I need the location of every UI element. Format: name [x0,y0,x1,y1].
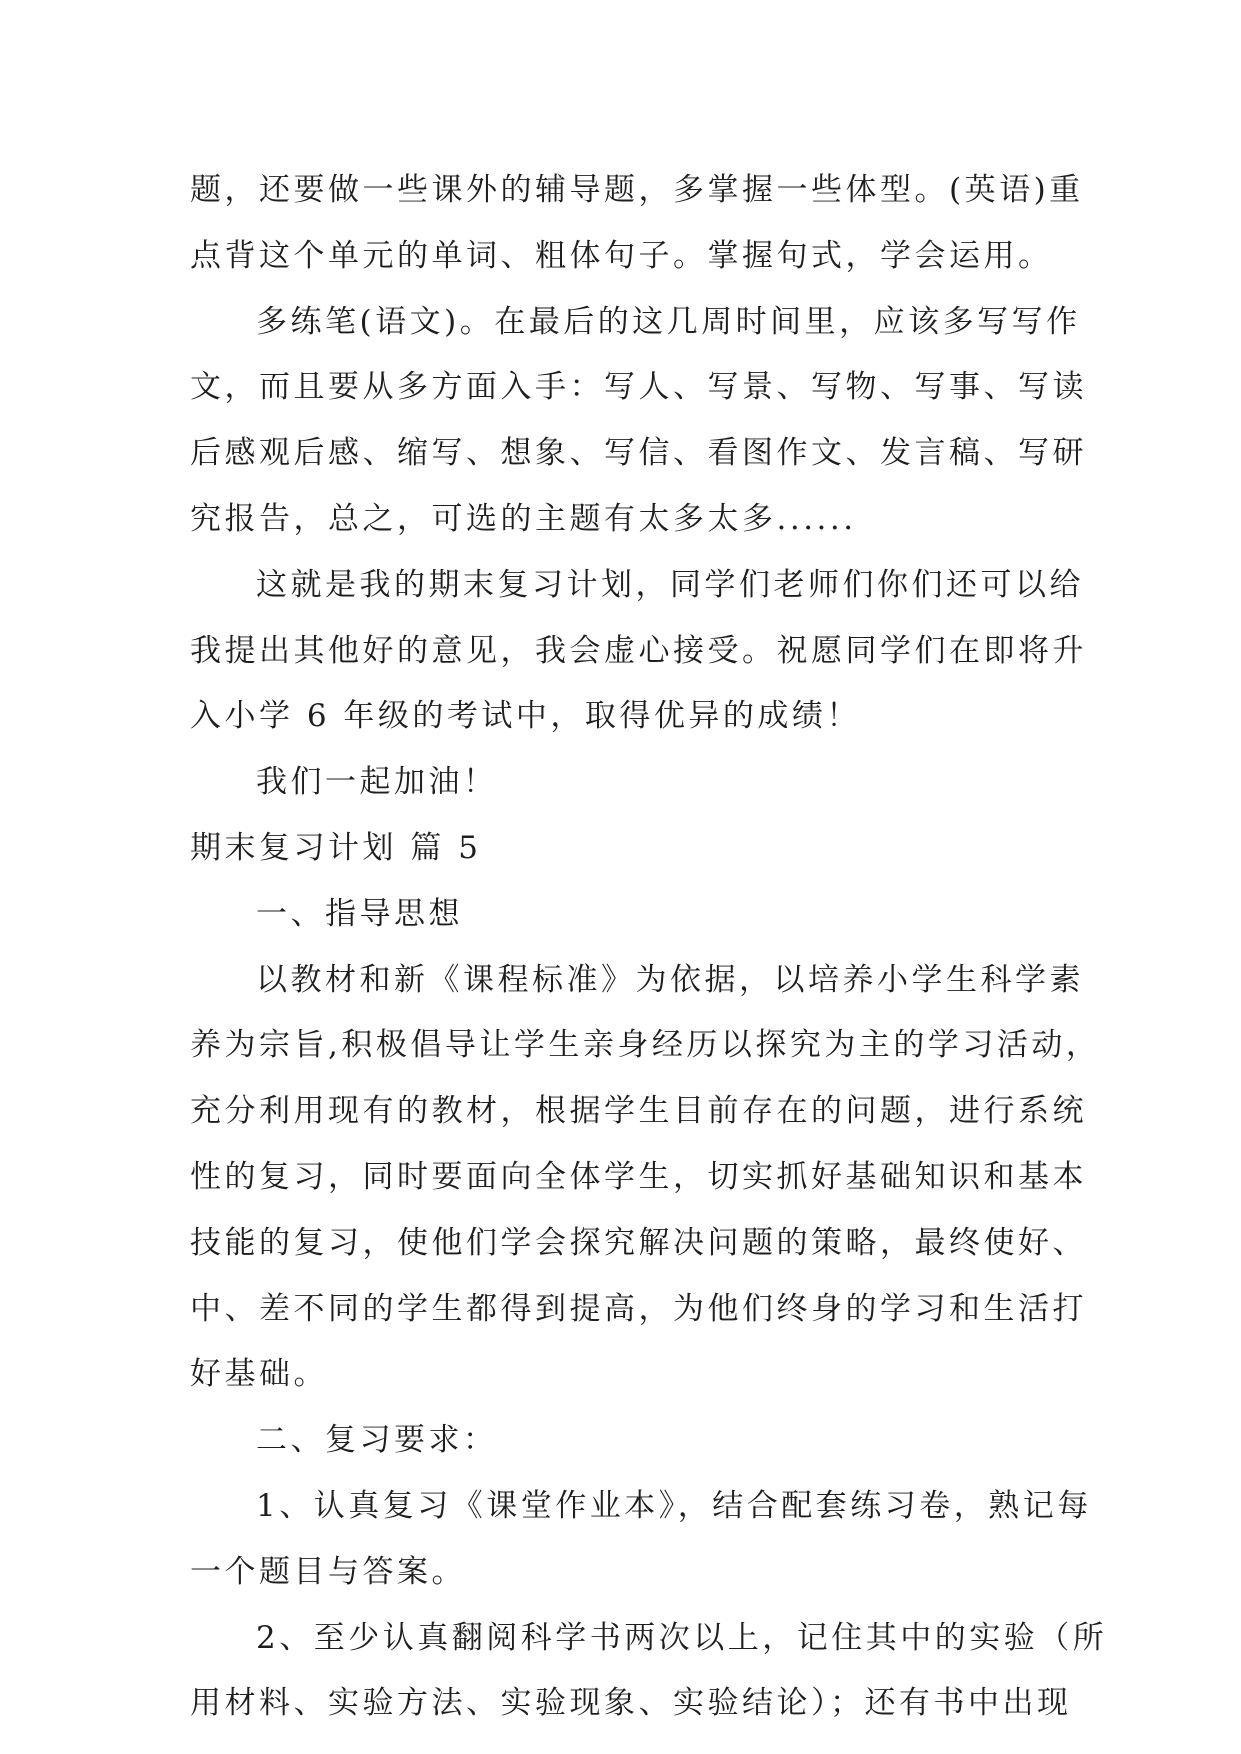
text-line: 1、认真复习《课堂作业本》，结合配套练习卷，熟记每 [256,1487,1092,1524]
text-line: 好基础。 [190,1356,328,1393]
text-line: 后感观后感、缩写、想象、写信、看图作文、发言稿、写研 [190,435,1087,472]
text-line: 多练笔(语文)。在最后的这几周时间里，应该多写写作 [256,303,1081,340]
text-line: 养为宗旨,积极倡导让学生亲身经历以探究为主的学习活动， [190,1027,1101,1064]
text-line: 究报告，总之，可选的主题有太多太多...... [190,500,857,537]
text-line: 一个题目与答案。 [190,1553,466,1590]
text-line: 期末复习计划 篇 5 [190,829,482,866]
text-line: 性的复习，同时要面向全体学生，切实抓好基础知识和基本 [190,1158,1087,1195]
text-line: 二、复习要求： [256,1422,498,1459]
text-line: 用材料、实验方法、实验现象、实验结论）；还有书中出现 [190,1685,1072,1722]
text-line: 这就是我的期末复习计划，同学们老师们你们还可以给 [256,566,1084,603]
text-line: 我提出其他好的意见，我会虚心接受。祝愿同学们在即将升 [190,632,1087,669]
text-line: 充分利用现有的教材，根据学生目前存在的问题，进行系统 [190,1093,1087,1130]
text-line: 以教材和新《课程标准》为依据，以培养小学生科学素 [256,961,1084,998]
text-line: 文，而且要从多方面入手：写人、写景、写物、写事、写读 [190,369,1087,406]
text-line: 中、差不同的学生都得到提高，为他们终身的学习和生活打 [190,1290,1087,1327]
document-body [190,158,1108,1737]
text-line: 一、指导思想 [256,895,463,932]
text-line: 我们一起加油！ [256,764,498,801]
text-line: 点背这个单元的单词、粗体句子。掌握句式，学会运用。 [190,237,1053,274]
text-line: 2、至少认真翻阅科学书两次以上，记住其中的实验（所 [256,1619,1108,1656]
text-line: 技能的复习，使他们学会探究解决问题的策略，最终使好、 [190,1224,1087,1261]
text-line: 题，还要做一些课外的辅导题，多掌握一些体型。(英语)重 [190,172,1084,208]
text-line: 入小学 6 年级的考试中，取得优异的成绩！ [190,698,861,735]
